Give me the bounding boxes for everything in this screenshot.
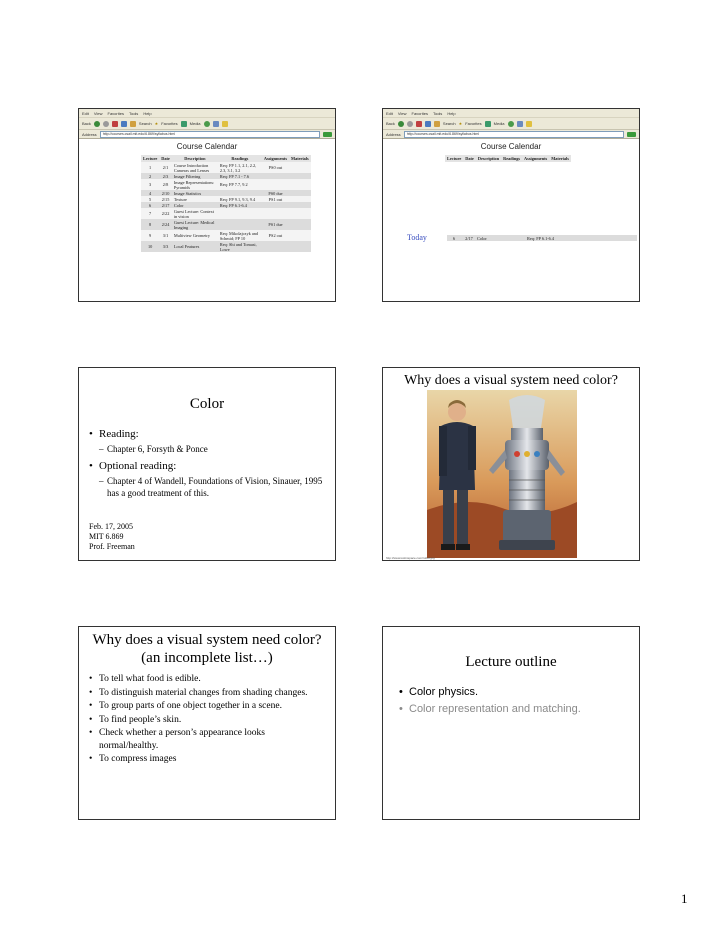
home-icon[interactable] <box>130 121 136 127</box>
media-icon[interactable] <box>485 121 491 127</box>
cell-description: Multiview Geometry <box>172 230 218 241</box>
cell-readings: Req: Mikolajczyk and Schmid; FP 10 <box>218 230 262 241</box>
search-button[interactable]: Search <box>442 121 456 126</box>
image-source-url[interactable]: http://www.lostinspace.com/robot.jpg <box>386 556 435 560</box>
menu-item-help[interactable]: Help <box>143 110 152 116</box>
col-header-readings: Readings <box>218 155 262 162</box>
cell-assignments <box>262 208 289 219</box>
favorites-button[interactable]: Favorites <box>161 121 178 126</box>
cell-lecture: 5 <box>141 196 159 202</box>
favorites-star-icon[interactable]: ★ <box>458 121 463 126</box>
slide-title: Why does a visual system need color? <box>404 373 618 388</box>
calendar-table <box>141 155 311 252</box>
browser-toolbar <box>79 118 335 130</box>
address-bar <box>79 130 335 139</box>
col-header-description: Description <box>172 155 218 162</box>
table-row <box>141 179 311 190</box>
cell-date: 2/8 <box>159 179 172 190</box>
forward-icon[interactable] <box>407 121 413 127</box>
cell-lecture: 3 <box>141 179 159 190</box>
page-number: 1 <box>681 891 688 906</box>
cell-description: Image Filtering <box>172 173 218 179</box>
menu-item-view[interactable]: View <box>397 110 407 116</box>
cell-readings <box>218 219 262 230</box>
bullet-optional-reading: • Optional reading: <box>79 459 335 473</box>
cell-materials <box>289 219 311 230</box>
table-row <box>141 162 311 173</box>
cell-date: 2/17 <box>159 202 172 208</box>
today-label: Today <box>407 233 427 242</box>
media-icon[interactable] <box>181 121 187 127</box>
folder-icon[interactable] <box>526 121 532 127</box>
cell-date: 2/10 <box>159 190 172 196</box>
cell-description: Guest Lecture: Context in vision <box>172 208 218 219</box>
calendar-title: Course Calendar <box>176 142 238 151</box>
cell-description: Texture <box>172 196 218 202</box>
outline-list <box>383 684 639 718</box>
cell-materials <box>289 179 311 190</box>
today-date: 2/17 <box>465 235 473 241</box>
slide-title: Color <box>189 396 225 412</box>
menu-item-favorites[interactable]: Favorites <box>411 110 428 116</box>
cell-readings: Req: FP 9.1, 9.3, 9.4 <box>218 196 262 202</box>
mail-icon[interactable] <box>213 121 219 127</box>
browser-menubar <box>383 109 639 118</box>
list-item: • To find people’s skin. <box>79 714 335 727</box>
back-icon[interactable] <box>94 121 100 127</box>
favorites-button[interactable]: Favorites <box>465 121 482 126</box>
col-header-readings: Readings <box>503 156 521 161</box>
address-label: Address <box>82 131 97 137</box>
cell-readings: Req: FP 1.1, 2.1, 2.2, 2.3, 3.1, 3.2 <box>218 162 262 173</box>
today-row <box>447 235 637 241</box>
table-row <box>141 230 311 241</box>
cell-lecture: 6 <box>141 202 159 208</box>
list-item: • To distinguish material changes from shading changes. <box>79 687 335 700</box>
menu-item-edit[interactable]: Edit <box>386 110 393 116</box>
calendar-title: Course Calendar <box>480 142 542 151</box>
menu-item-help[interactable]: Help <box>447 110 456 116</box>
cell-date: 2/15 <box>159 196 172 202</box>
refresh-icon[interactable] <box>121 121 127 127</box>
col-header-materials: Materials <box>551 156 569 161</box>
cell-readings <box>218 208 262 219</box>
cell-lecture: 2 <box>141 173 159 179</box>
media-button[interactable]: Media <box>493 121 505 126</box>
slide-why-color-image <box>382 367 640 561</box>
menu-item-edit[interactable]: Edit <box>82 110 89 116</box>
cell-description: Image Statistics <box>172 190 218 196</box>
list-item: • To compress images <box>79 753 335 766</box>
cell-date: 2/24 <box>159 219 172 230</box>
history-icon[interactable] <box>204 121 210 127</box>
address-bar <box>383 130 639 139</box>
reasons-list <box>79 673 335 766</box>
cell-date: 3/3 <box>159 241 172 252</box>
list-item: • To tell what food is edible. <box>79 673 335 686</box>
cell-description: Guest Lecture: Medical Imaging <box>172 219 218 230</box>
reading-list <box>79 427 335 499</box>
cell-materials <box>289 241 311 252</box>
refresh-icon[interactable] <box>425 121 431 127</box>
search-button[interactable]: Search <box>138 121 152 126</box>
go-button[interactable] <box>627 132 636 137</box>
history-icon[interactable] <box>508 121 514 127</box>
cell-date: 2/3 <box>159 173 172 179</box>
slide-title: Lecture outline <box>465 654 557 670</box>
home-icon[interactable] <box>434 121 440 127</box>
outline-item-color-physics: • Color physics. <box>383 684 639 701</box>
cell-lecture: 1 <box>141 162 159 173</box>
cell-description: Color <box>172 202 218 208</box>
back-button[interactable]: Back <box>386 121 395 126</box>
professor-name: Prof. Freeman <box>89 542 135 551</box>
col-header-date: Date <box>161 156 170 161</box>
slide-why-color-list <box>78 626 336 820</box>
cell-assignments: PS1 due <box>262 219 289 230</box>
stop-icon[interactable] <box>416 121 422 127</box>
cell-description: Course Introduction Cameras and Lenses <box>172 162 218 173</box>
cell-assignments: PS0 out <box>262 162 289 173</box>
today-readings: Req: FP 6.1-6.4 <box>527 235 555 241</box>
col-header-assignments: Assignments <box>263 156 288 161</box>
cell-date: 2/1 <box>159 162 172 173</box>
calendar-table-header <box>445 155 571 162</box>
cell-lecture: 10 <box>141 241 159 252</box>
cell-assignments: PS2 out <box>262 230 289 241</box>
cell-readings: Req: FP 7.7, 9.2 <box>218 179 262 190</box>
cell-assignments <box>262 241 289 252</box>
browser-menubar <box>79 109 335 118</box>
mail-icon[interactable] <box>517 121 523 127</box>
slide-color-intro <box>78 367 336 561</box>
cell-assignments <box>262 179 289 190</box>
slide-course-calendar <box>78 108 336 302</box>
cell-date: 3/1 <box>159 230 172 241</box>
sub-bullet-optional-reading: – Chapter 4 of Wandell, Foundations of Vision, Sinauer, 1995 has a good treatment of this. <box>79 475 335 499</box>
favorites-star-icon[interactable]: ★ <box>154 121 159 126</box>
col-header-description: Description <box>477 156 500 161</box>
table-row <box>141 208 311 219</box>
today-lecture: 6 <box>452 235 456 241</box>
cell-description: Local Features <box>172 241 218 252</box>
cell-materials <box>289 230 311 241</box>
col-header-assignments: Assignments <box>524 156 548 161</box>
list-item: • Check whether a person’s appearance looks normal/healthy. <box>79 727 335 752</box>
slide-course-calendar-today <box>382 108 640 302</box>
address-input[interactable]: http://courses.csail.mit.edu/6.869/syllabus.html <box>404 131 624 138</box>
cell-lecture: 9 <box>141 230 159 241</box>
menu-item-tools[interactable]: Tools <box>432 110 443 116</box>
cell-lecture: 8 <box>141 219 159 230</box>
menu-item-tools[interactable]: Tools <box>128 110 139 116</box>
stop-icon[interactable] <box>112 121 118 127</box>
menu-item-favorites[interactable]: Favorites <box>107 110 124 116</box>
cell-lecture: 7 <box>141 208 159 219</box>
browser-toolbar <box>383 118 639 130</box>
media-button[interactable]: Media <box>189 121 201 126</box>
list-item: • To group parts of one object together in a scene. <box>79 700 335 713</box>
cell-description: Image Representations: Pyramids <box>172 179 218 190</box>
slide-title-line1: Why does a visual system need color? <box>92 632 322 648</box>
back-icon[interactable] <box>398 121 404 127</box>
menu-item-view[interactable]: View <box>93 110 103 116</box>
cell-date: 2/22 <box>159 208 172 219</box>
table-row <box>141 241 311 252</box>
lecture-credits <box>89 522 135 552</box>
cell-lecture: 4 <box>141 190 159 196</box>
robot-illustration <box>427 390 577 558</box>
outline-item-color-representation: • Color representation and matching. <box>383 701 639 718</box>
sub-bullet-reading: – Chapter 6, Forsyth & Ponce <box>79 443 335 455</box>
cell-readings: Req: FP 7.1 - 7.6 <box>218 173 262 179</box>
today-description: Color <box>477 235 487 241</box>
lecture-date: Feb. 17, 2005 <box>89 522 133 531</box>
cell-materials <box>289 162 311 173</box>
col-header-materials: Materials <box>291 156 309 161</box>
cell-assignments: PS1 out <box>262 196 289 202</box>
slide-lecture-outline <box>382 626 640 820</box>
table-row <box>141 219 311 230</box>
go-button[interactable] <box>323 132 332 137</box>
address-label: Address <box>386 131 401 137</box>
forward-icon[interactable] <box>103 121 109 127</box>
address-input[interactable]: http://courses.csail.mit.edu/6.869/syllabus.html <box>100 131 320 138</box>
cell-assignments: PS0 due <box>262 190 289 196</box>
bullet-reading: • Reading: <box>79 427 335 441</box>
cell-readings: Req: Shi and Tomasi, Lowe <box>218 241 262 252</box>
slide-title-line2: (an incomplete list…) <box>141 650 273 666</box>
back-button[interactable]: Back <box>82 121 91 126</box>
cell-materials <box>289 208 311 219</box>
course-number: MIT 6.869 <box>89 532 124 541</box>
cell-readings: Req: FP 6.1-6.4 <box>218 202 262 208</box>
folder-icon[interactable] <box>222 121 228 127</box>
col-header-lecture: Lecture <box>447 156 462 161</box>
col-header-lecture: Lecture <box>143 156 158 161</box>
col-header-date: Date <box>465 156 474 161</box>
